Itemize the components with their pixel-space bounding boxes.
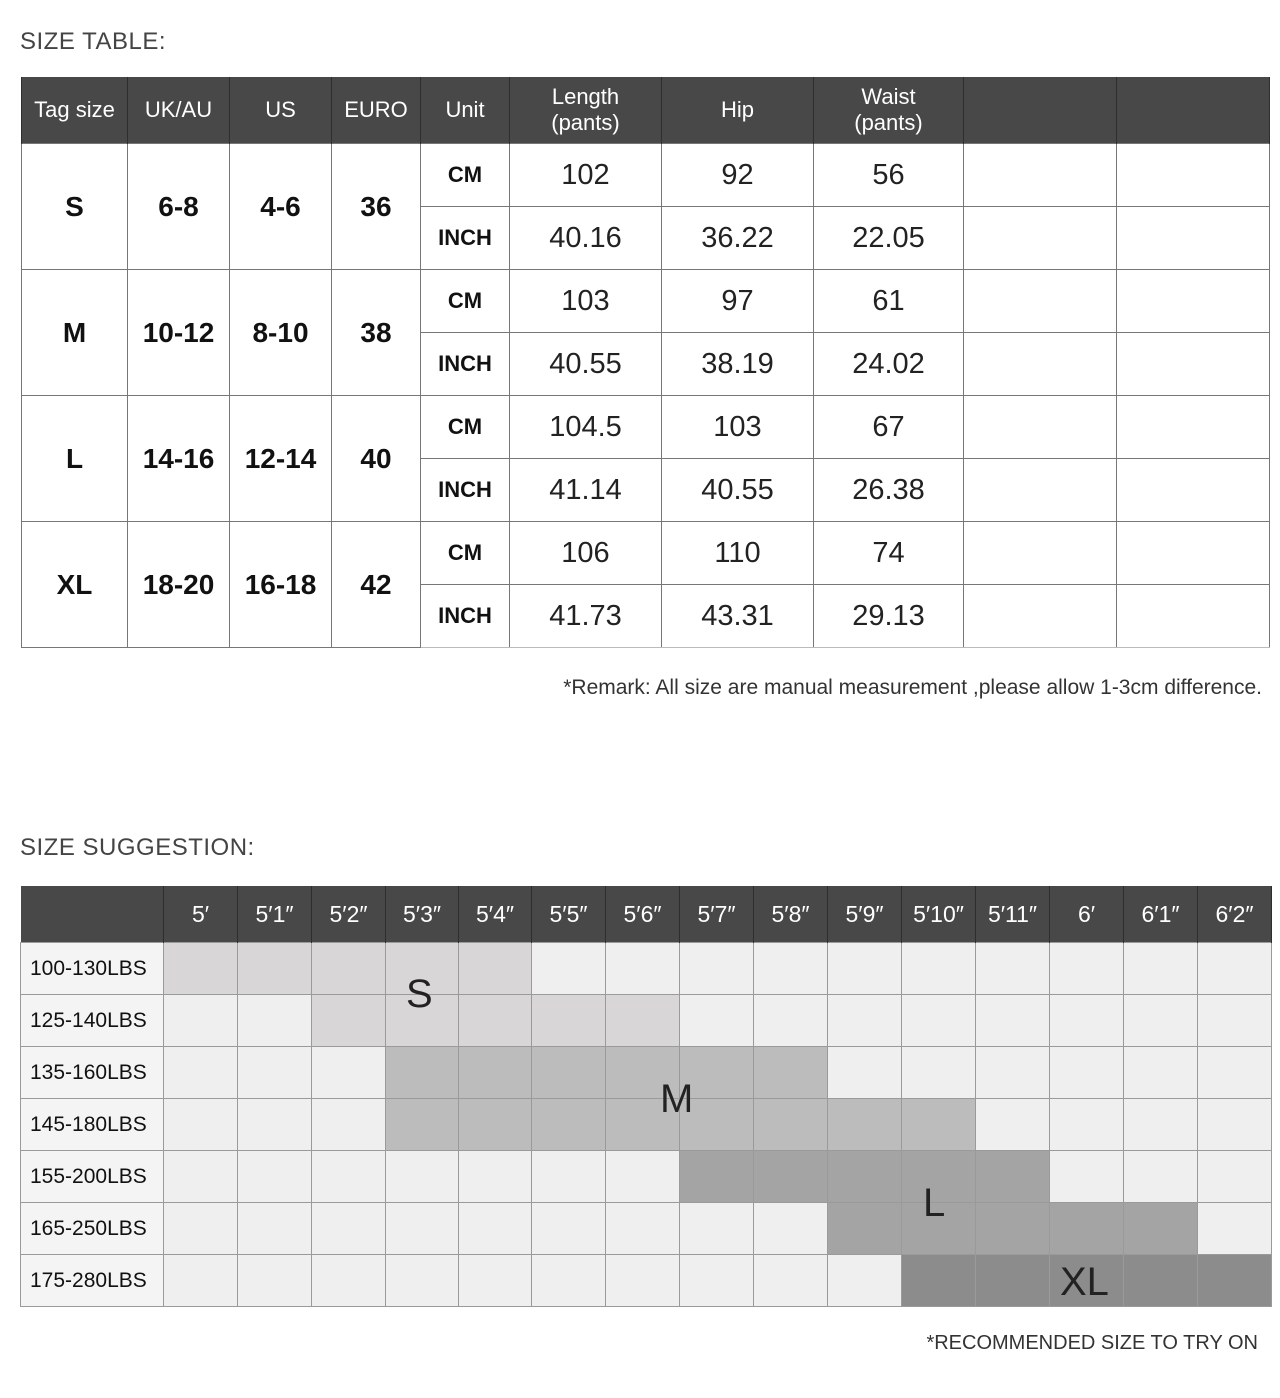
- recommend-note: *RECOMMENDED SIZE TO TRY ON: [926, 1332, 1258, 1354]
- grid-cell: [1124, 1099, 1198, 1151]
- length-cell: 41.73: [510, 585, 662, 648]
- header-uk-au: UK/AU: [128, 77, 230, 144]
- grid-cell: [1198, 1203, 1272, 1255]
- height-header: 6′2″: [1198, 886, 1272, 943]
- header-us: US: [230, 77, 332, 144]
- height-header: 5′3″: [386, 886, 459, 943]
- grid-cell-m: [754, 1099, 828, 1151]
- grid-cell: [459, 1255, 532, 1307]
- euro-cell: 38: [332, 270, 421, 396]
- grid-cell-m: [902, 1099, 976, 1151]
- length-cell: 40.16: [510, 207, 662, 270]
- grid-cell: [606, 1151, 680, 1203]
- empty-cell: [964, 333, 1117, 396]
- weight-row: [21, 1047, 1272, 1099]
- height-header: 5′4″: [459, 886, 532, 943]
- waist-cell: 74: [814, 522, 964, 585]
- weight-row: [21, 943, 1272, 995]
- unit-cell: INCH: [421, 207, 510, 270]
- header-blank-1: [964, 77, 1117, 144]
- weight-label: 155-200LBS: [21, 1151, 164, 1203]
- height-header: 5′2″: [312, 886, 386, 943]
- size-table-header-row: [22, 77, 1270, 144]
- grid-cell: [680, 943, 754, 995]
- empty-cell: [1117, 522, 1270, 585]
- grid-cell-s: [532, 995, 606, 1047]
- grid-cell-xl: [1198, 1255, 1272, 1307]
- euro-cell: 36: [332, 144, 421, 270]
- grid-cell: [1198, 943, 1272, 995]
- grid-cell: [976, 995, 1050, 1047]
- header-blank-2: [1117, 77, 1270, 144]
- size-row-cm: [22, 270, 1270, 333]
- grid-cell-l: [976, 1203, 1050, 1255]
- grid-cell: [1124, 995, 1198, 1047]
- us-cell: 12-14: [230, 396, 332, 522]
- grid-cell-m: [459, 1099, 532, 1151]
- grid-cell: [386, 1203, 459, 1255]
- height-header: 5′8″: [754, 886, 828, 943]
- empty-cell: [1117, 270, 1270, 333]
- grid-cell-s: [459, 995, 532, 1047]
- waist-cell: 56: [814, 144, 964, 207]
- hip-cell: 97: [662, 270, 814, 333]
- zone-label-l: L: [923, 1181, 946, 1225]
- empty-cell: [1117, 207, 1270, 270]
- unit-cell: CM: [421, 522, 510, 585]
- empty-cell: [964, 144, 1117, 207]
- grid-cell: [902, 943, 976, 995]
- grid-cell: [532, 1255, 606, 1307]
- empty-cell: [1117, 333, 1270, 396]
- size-table-title: SIZE TABLE:: [20, 28, 166, 55]
- grid-cell: [754, 995, 828, 1047]
- height-header: 6′: [1050, 886, 1124, 943]
- grid-cell-l: [1124, 1203, 1198, 1255]
- grid-cell: [164, 1203, 238, 1255]
- zone-label-m: M: [660, 1077, 694, 1121]
- grid-cell: [606, 1203, 680, 1255]
- hip-cell: 103: [662, 396, 814, 459]
- height-header-row: [21, 886, 1272, 943]
- grid-cell-s: [164, 943, 238, 995]
- size-suggestion-grid: [20, 886, 1272, 1307]
- grid-cell: [238, 1099, 312, 1151]
- grid-cell: [164, 1151, 238, 1203]
- grid-cell: [164, 1099, 238, 1151]
- empty-cell: [964, 522, 1117, 585]
- unit-cell: CM: [421, 144, 510, 207]
- empty-cell: [1117, 144, 1270, 207]
- grid-cell-l: [828, 1203, 902, 1255]
- waist-cell: 29.13: [814, 585, 964, 648]
- grid-cell: [754, 1255, 828, 1307]
- grid-cell: [238, 1203, 312, 1255]
- length-cell: 103: [510, 270, 662, 333]
- grid-cell: [828, 943, 902, 995]
- hip-cell: 92: [662, 144, 814, 207]
- grid-cell: [680, 995, 754, 1047]
- waist-cell: 26.38: [814, 459, 964, 522]
- grid-cell-xl: [1124, 1255, 1198, 1307]
- grid-cell: [976, 943, 1050, 995]
- hip-cell: 38.19: [662, 333, 814, 396]
- grid-cell: [1124, 1047, 1198, 1099]
- grid-cell: [532, 1151, 606, 1203]
- empty-cell: [964, 270, 1117, 333]
- uk-au-cell: 14-16: [128, 396, 230, 522]
- length-cell: 106: [510, 522, 662, 585]
- tag-size-cell: L: [22, 396, 128, 522]
- length-cell: 41.14: [510, 459, 662, 522]
- grid-cell: [532, 943, 606, 995]
- grid-cell: [1050, 1099, 1124, 1151]
- grid-cell: [828, 1047, 902, 1099]
- grid-cell: [1050, 1047, 1124, 1099]
- length-cell: 40.55: [510, 333, 662, 396]
- weight-label: 125-140LBS: [21, 995, 164, 1047]
- grid-cell: [1198, 995, 1272, 1047]
- empty-cell: [1117, 396, 1270, 459]
- grid-cell: [754, 1203, 828, 1255]
- grid-cell-s: [459, 943, 532, 995]
- waist-cell: 24.02: [814, 333, 964, 396]
- weight-label: 100-130LBS: [21, 943, 164, 995]
- height-header: 5′6″: [606, 886, 680, 943]
- grid-cell: [828, 995, 902, 1047]
- grid-cell-m: [754, 1047, 828, 1099]
- grid-cell: [164, 995, 238, 1047]
- unit-cell: INCH: [421, 585, 510, 648]
- unit-cell: CM: [421, 270, 510, 333]
- tag-size-cell: S: [22, 144, 128, 270]
- grid-cell: [238, 1255, 312, 1307]
- weight-row: [21, 1203, 1272, 1255]
- zone-label-xl: XL: [1060, 1260, 1109, 1304]
- weight-label: 165-250LBS: [21, 1203, 164, 1255]
- height-header: 5′1″: [238, 886, 312, 943]
- grid-cell: [606, 1255, 680, 1307]
- grid-cell: [976, 1047, 1050, 1099]
- grid-cell-s: [606, 995, 680, 1047]
- grid-cell: [828, 1255, 902, 1307]
- grid-cell: [386, 1255, 459, 1307]
- grid-cell: [680, 1255, 754, 1307]
- grid-cell: [164, 1255, 238, 1307]
- grid-cell-l: [828, 1151, 902, 1203]
- grid-cell: [902, 995, 976, 1047]
- grid-cell: [754, 943, 828, 995]
- size-row-cm: [22, 522, 1270, 585]
- weight-row: [21, 1151, 1272, 1203]
- empty-cell: [964, 396, 1117, 459]
- grid-cell: [1124, 1151, 1198, 1203]
- empty-cell: [1117, 585, 1270, 648]
- header-unit: Unit: [421, 77, 510, 144]
- weight-label: 145-180LBS: [21, 1099, 164, 1151]
- empty-cell: [964, 459, 1117, 522]
- grid-cell: [1050, 1151, 1124, 1203]
- grid-cell: [312, 1151, 386, 1203]
- unit-cell: INCH: [421, 459, 510, 522]
- header-waist: Waist (pants): [814, 77, 964, 144]
- grid-cell: [164, 1047, 238, 1099]
- grid-cell: [1050, 995, 1124, 1047]
- grid-cell-s: [238, 943, 312, 995]
- grid-cell-l: [754, 1151, 828, 1203]
- grid-cell: [1198, 1047, 1272, 1099]
- hip-cell: 40.55: [662, 459, 814, 522]
- grid-cell-l: [680, 1151, 754, 1203]
- empty-cell: [964, 207, 1117, 270]
- uk-au-cell: 18-20: [128, 522, 230, 648]
- grid-cell: [238, 995, 312, 1047]
- grid-cell: [1050, 943, 1124, 995]
- grid-cell-xl: [902, 1255, 976, 1307]
- height-header: 5′5″: [532, 886, 606, 943]
- grid-cell-m: [828, 1099, 902, 1151]
- grid-cell: [1124, 943, 1198, 995]
- grid-cell: [459, 1151, 532, 1203]
- grid-cell: [680, 1203, 754, 1255]
- hip-cell: 36.22: [662, 207, 814, 270]
- grid-cell: [459, 1203, 532, 1255]
- grid-cell: [238, 1151, 312, 1203]
- weight-row: [21, 995, 1272, 1047]
- grid-cell: [312, 1255, 386, 1307]
- height-header: 5′11″: [976, 886, 1050, 943]
- size-row-cm: [22, 144, 1270, 207]
- us-cell: 16-18: [230, 522, 332, 648]
- header-euro: EURO: [332, 77, 421, 144]
- hip-cell: 110: [662, 522, 814, 585]
- us-cell: 4-6: [230, 144, 332, 270]
- corner-header: [21, 886, 164, 943]
- size-suggestion-title: SIZE SUGGESTION:: [20, 834, 255, 861]
- unit-cell: CM: [421, 396, 510, 459]
- grid-cell: [976, 1099, 1050, 1151]
- header-tag-size: Tag size: [22, 77, 128, 144]
- empty-cell: [964, 585, 1117, 648]
- height-header: 5′7″: [680, 886, 754, 943]
- grid-cell-xl: [976, 1255, 1050, 1307]
- grid-cell-m: [386, 1099, 459, 1151]
- size-row-cm: [22, 396, 1270, 459]
- length-cell: 102: [510, 144, 662, 207]
- uk-au-cell: 6-8: [128, 144, 230, 270]
- grid-cell: [312, 1099, 386, 1151]
- empty-cell: [1117, 459, 1270, 522]
- grid-cell-s: [312, 995, 386, 1047]
- us-cell: 8-10: [230, 270, 332, 396]
- grid-cell-m: [532, 1047, 606, 1099]
- grid-cell: [902, 1047, 976, 1099]
- grid-cell-m: [532, 1099, 606, 1151]
- waist-cell: 61: [814, 270, 964, 333]
- size-table: [21, 77, 1270, 648]
- zone-label-s: S: [406, 972, 433, 1016]
- grid-cell: [1198, 1099, 1272, 1151]
- tag-size-cell: XL: [22, 522, 128, 648]
- weight-label: 135-160LBS: [21, 1047, 164, 1099]
- grid-cell-s: [312, 943, 386, 995]
- grid-cell: [606, 943, 680, 995]
- height-header: 6′1″: [1124, 886, 1198, 943]
- header-hip: Hip: [662, 77, 814, 144]
- grid-cell-l: [976, 1151, 1050, 1203]
- grid-cell: [312, 1203, 386, 1255]
- header-length: Length (pants): [510, 77, 662, 144]
- grid-cell: [532, 1203, 606, 1255]
- weight-row: [21, 1099, 1272, 1151]
- waist-cell: 67: [814, 396, 964, 459]
- tag-size-cell: M: [22, 270, 128, 396]
- size-remark: *Remark: All size are manual measurement ,please allow 1-3cm difference.: [563, 676, 1262, 699]
- euro-cell: 42: [332, 522, 421, 648]
- hip-cell: 43.31: [662, 585, 814, 648]
- grid-cell: [312, 1047, 386, 1099]
- height-header: 5′: [164, 886, 238, 943]
- grid-cell: [238, 1047, 312, 1099]
- grid-cell: [386, 1151, 459, 1203]
- weight-label: 175-280LBS: [21, 1255, 164, 1307]
- euro-cell: 40: [332, 396, 421, 522]
- grid-cell-l: [1050, 1203, 1124, 1255]
- grid-cell-m: [386, 1047, 459, 1099]
- grid-cell-m: [459, 1047, 532, 1099]
- height-header: 5′9″: [828, 886, 902, 943]
- unit-cell: INCH: [421, 333, 510, 396]
- length-cell: 104.5: [510, 396, 662, 459]
- waist-cell: 22.05: [814, 207, 964, 270]
- uk-au-cell: 10-12: [128, 270, 230, 396]
- height-header: 5′10″: [902, 886, 976, 943]
- grid-cell: [1198, 1151, 1272, 1203]
